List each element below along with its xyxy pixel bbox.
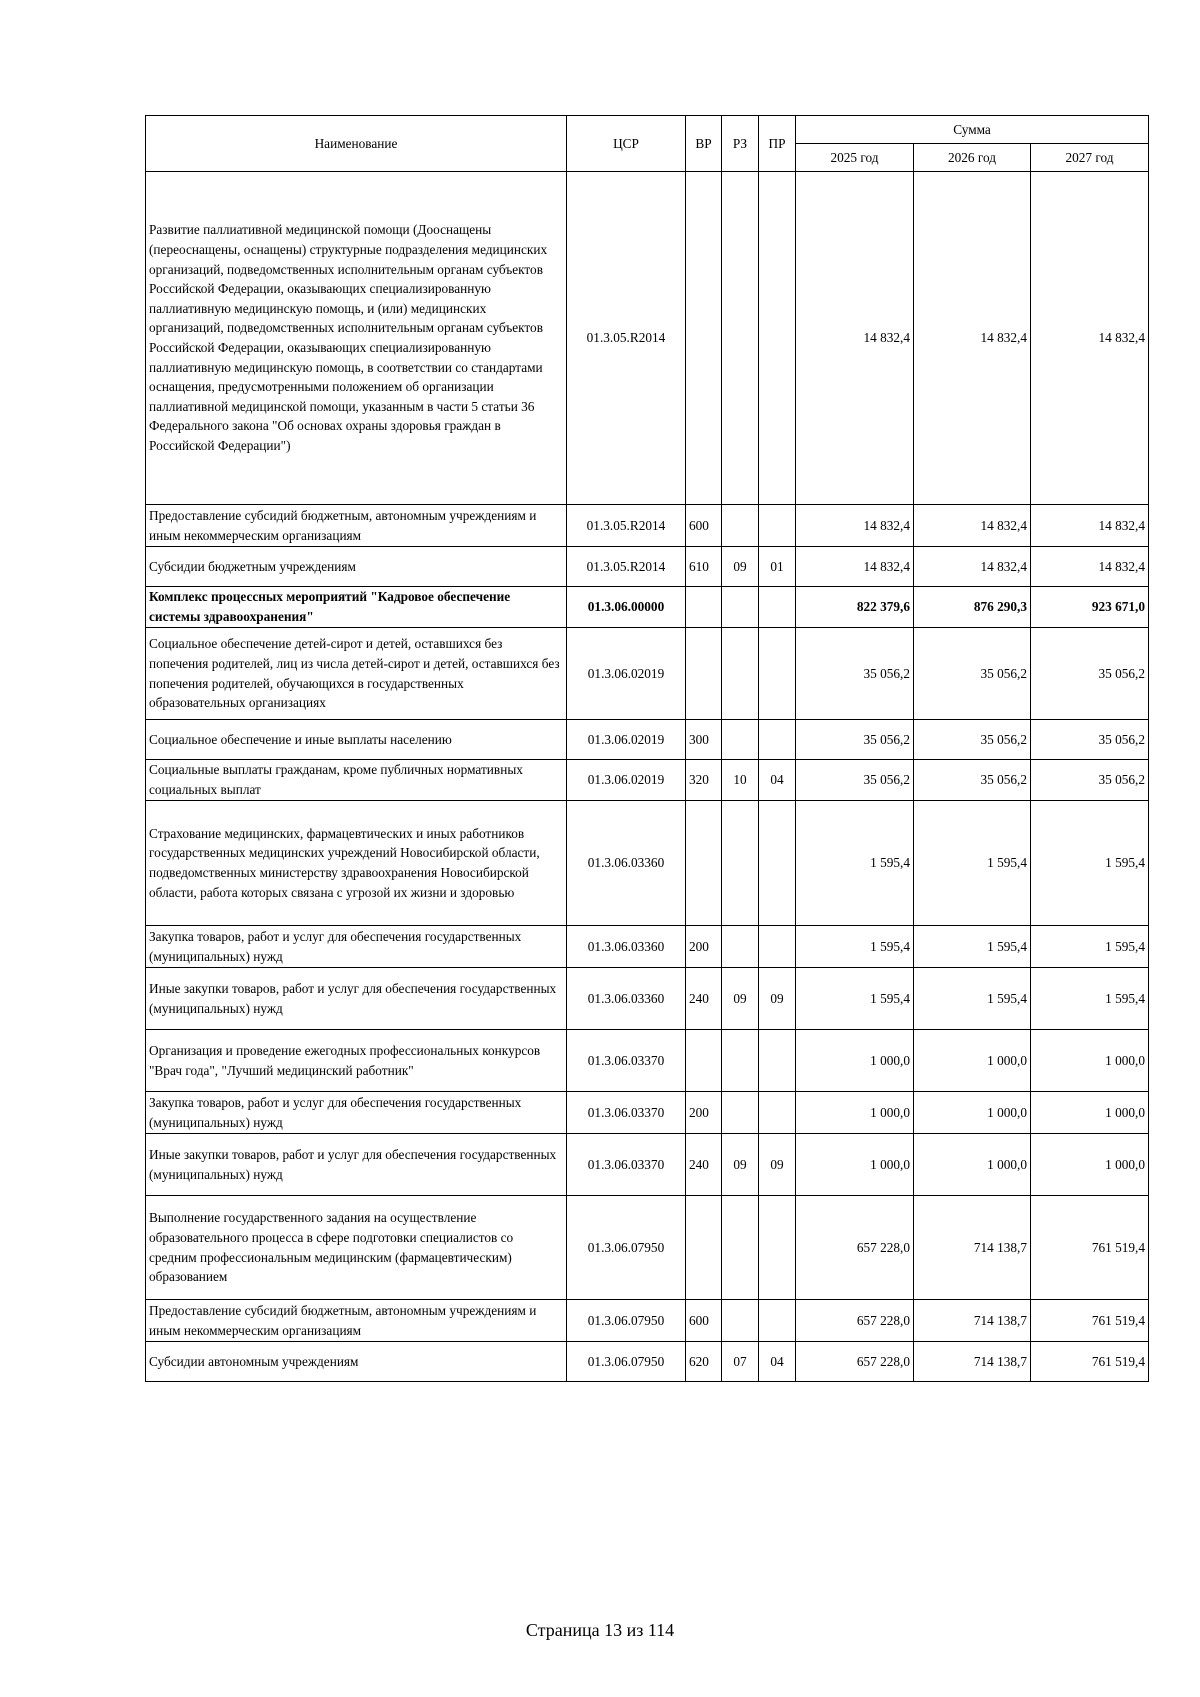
cell-2027: 761 519,4 [1031,1196,1149,1300]
cell-pr [759,1030,796,1092]
header-year-2025: 2025 год [796,144,914,172]
table-row [146,1030,1149,1092]
cell-2026: 1 000,0 [914,1092,1031,1134]
table-body [146,172,1149,1382]
table-row [146,760,1149,801]
cell-2026: 714 138,7 [914,1342,1031,1382]
cell-vr [686,628,722,720]
cell-csr: 01.3.06.07950 [567,1342,686,1382]
cell-name: Социальные выплаты гражданам, кроме публичных нормативных социальных выплат [146,760,567,801]
header-year-2027: 2027 год [1031,144,1149,172]
cell-csr: 01.3.05.R2014 [567,547,686,587]
cell-2025: 14 832,4 [796,505,914,547]
cell-pr [759,926,796,968]
cell-name: Субсидии автономным учреждениям [146,1342,567,1382]
cell-pr: 04 [759,760,796,801]
cell-2026: 1 595,4 [914,801,1031,926]
cell-2027: 761 519,4 [1031,1342,1149,1382]
cell-name: Иные закупки товаров, работ и услуг для обеспечения государственных (муниципальных) нужд [146,968,567,1030]
cell-csr: 01.3.06.07950 [567,1300,686,1342]
header-name: Наименование [146,116,567,172]
cell-csr: 01.3.06.03370 [567,1092,686,1134]
cell-vr: 240 [686,1134,722,1196]
cell-rz [722,926,759,968]
cell-2026: 35 056,2 [914,720,1031,760]
cell-rz [722,1300,759,1342]
cell-pr: 09 [759,1134,796,1196]
cell-pr [759,1092,796,1134]
cell-pr: 01 [759,547,796,587]
cell-pr [759,1196,796,1300]
cell-2027: 35 056,2 [1031,628,1149,720]
header-sum: Сумма [796,116,1149,144]
cell-pr [759,628,796,720]
cell-2026: 14 832,4 [914,505,1031,547]
cell-2027: 1 000,0 [1031,1092,1149,1134]
header-year-2026: 2026 год [914,144,1031,172]
cell-csr: 01.3.06.07950 [567,1196,686,1300]
cell-2025: 657 228,0 [796,1300,914,1342]
cell-2027: 923 671,0 [1031,587,1149,628]
cell-name: Предоставление субсидий бюджетным, автономным учреждениям и иным некоммерческим организациям [146,505,567,547]
cell-2027: 14 832,4 [1031,172,1149,505]
table-row [146,172,1149,505]
cell-rz [722,1196,759,1300]
cell-rz [722,801,759,926]
cell-csr: 01.3.06.02019 [567,760,686,801]
table-row [146,587,1149,628]
cell-2027: 1 595,4 [1031,801,1149,926]
cell-2027: 14 832,4 [1031,547,1149,587]
cell-rz [722,587,759,628]
table-row [146,547,1149,587]
cell-pr [759,1300,796,1342]
table-row [146,1300,1149,1342]
cell-name: Закупка товаров, работ и услуг для обеспечения государственных (муниципальных) нужд [146,926,567,968]
cell-2026: 876 290,3 [914,587,1031,628]
cell-rz [722,1092,759,1134]
table-row [146,968,1149,1030]
cell-vr: 600 [686,505,722,547]
cell-name: Социальное обеспечение детей-сирот и детей, оставшихся без попечения родителей, лиц из числа детей-сирот и детей, оставшихся без попечения родителей, обучающихся в государственных образовательных организациях [146,628,567,720]
cell-rz [722,1030,759,1092]
budget-table [145,115,1149,1382]
table-row [146,628,1149,720]
table-row [146,1342,1149,1382]
cell-vr: 320 [686,760,722,801]
cell-2026: 14 832,4 [914,547,1031,587]
cell-2027: 1 595,4 [1031,926,1149,968]
cell-2025: 1 000,0 [796,1030,914,1092]
cell-rz [722,505,759,547]
cell-rz: 09 [722,547,759,587]
cell-2027: 761 519,4 [1031,1300,1149,1342]
table-row [146,801,1149,926]
cell-2025: 35 056,2 [796,760,914,801]
cell-name: Субсидии бюджетным учреждениям [146,547,567,587]
cell-vr [686,1196,722,1300]
cell-2026: 35 056,2 [914,628,1031,720]
cell-pr [759,587,796,628]
cell-csr: 01.3.06.03360 [567,968,686,1030]
cell-2026: 1 000,0 [914,1134,1031,1196]
cell-2027: 35 056,2 [1031,720,1149,760]
cell-2025: 1 595,4 [796,968,914,1030]
cell-2027: 1 595,4 [1031,968,1149,1030]
cell-2027: 35 056,2 [1031,760,1149,801]
table-row [146,1134,1149,1196]
cell-vr: 600 [686,1300,722,1342]
cell-rz: 09 [722,968,759,1030]
cell-vr [686,587,722,628]
cell-name: Комплекс процессных мероприятий "Кадровое обеспечение системы здравоохранения" [146,587,567,628]
cell-2027: 14 832,4 [1031,505,1149,547]
cell-csr: 01.3.06.00000 [567,587,686,628]
cell-rz [722,720,759,760]
header-csr: ЦСР [567,116,686,172]
header-pr: ПР [759,116,796,172]
cell-vr: 240 [686,968,722,1030]
cell-vr: 200 [686,926,722,968]
cell-rz [722,172,759,505]
cell-name: Социальное обеспечение и иные выплаты населению [146,720,567,760]
table-row [146,926,1149,968]
cell-pr [759,720,796,760]
cell-vr [686,1030,722,1092]
cell-2026: 14 832,4 [914,172,1031,505]
cell-2025: 35 056,2 [796,720,914,760]
cell-2025: 1 595,4 [796,926,914,968]
cell-pr [759,505,796,547]
cell-csr: 01.3.06.03360 [567,926,686,968]
cell-2026: 1 000,0 [914,1030,1031,1092]
cell-2026: 35 056,2 [914,760,1031,801]
cell-pr [759,172,796,505]
cell-2025: 822 379,6 [796,587,914,628]
cell-2025: 657 228,0 [796,1196,914,1300]
cell-2027: 1 000,0 [1031,1030,1149,1092]
cell-name: Страхование медицинских, фармацевтических и иных работников государственных медицинских учреждений Новосибирской области, подведомственных министерству здравоохранения Новосибирской области, работа которых связана с угрозой их жизни и здоровью [146,801,567,926]
cell-vr: 610 [686,547,722,587]
cell-vr [686,172,722,505]
cell-name: Выполнение государственного задания на осуществление образовательного процесса в сфере подготовки специалистов со средним профессиональным медицинским (фармацевтическим) образованием [146,1196,567,1300]
cell-2026: 1 595,4 [914,926,1031,968]
cell-2025: 1 595,4 [796,801,914,926]
cell-2025: 1 000,0 [796,1092,914,1134]
cell-name: Закупка товаров, работ и услуг для обеспечения государственных (муниципальных) нужд [146,1092,567,1134]
table-row [146,720,1149,760]
cell-pr: 09 [759,968,796,1030]
table-row [146,505,1149,547]
cell-vr: 200 [686,1092,722,1134]
cell-csr: 01.3.06.03360 [567,801,686,926]
table-row [146,1092,1149,1134]
cell-2025: 14 832,4 [796,547,914,587]
cell-csr: 01.3.06.02019 [567,628,686,720]
cell-name: Организация и проведение ежегодных профессиональных конкурсов "Врач года", "Лучший медицинский работник" [146,1030,567,1092]
cell-vr: 300 [686,720,722,760]
cell-2025: 1 000,0 [796,1134,914,1196]
cell-rz [722,628,759,720]
cell-name: Иные закупки товаров, работ и услуг для обеспечения государственных (муниципальных) нужд [146,1134,567,1196]
cell-vr [686,801,722,926]
cell-2025: 657 228,0 [796,1342,914,1382]
cell-rz: 10 [722,760,759,801]
cell-csr: 01.3.06.03370 [567,1030,686,1092]
header-vr: ВР [686,116,722,172]
cell-rz: 09 [722,1134,759,1196]
cell-vr: 620 [686,1342,722,1382]
cell-csr: 01.3.05.R2014 [567,172,686,505]
cell-csr: 01.3.06.02019 [567,720,686,760]
cell-rz: 07 [722,1342,759,1382]
cell-2026: 1 595,4 [914,968,1031,1030]
cell-name: Развитие паллиативной медицинской помощи (Дооснащены (переоснащены, оснащены) структурные подразделения медицинских организаций, подведомственных исполнительным органам субъектов Российской Федерации, оказывающих специализированную паллиативную медицинскую помощь, и (или) медицинских организаций, подведомственных исполнительным органам субъектов Российской Федерации, оказывающих специализированную паллиативную медицинскую помощь, в соответствии со стандартами оснащения, предусмотренными положением об организации паллиативной медицинской помощи, указанным в части 5 статьи 36 Федерального закона "Об основах охраны здоровья граждан в Российской Федерации") [146,172,567,505]
cell-2025: 14 832,4 [796,172,914,505]
page-number: Страница 13 из 114 [525,1620,675,1640]
cell-pr: 04 [759,1342,796,1382]
header-rz: РЗ [722,116,759,172]
cell-2025: 35 056,2 [796,628,914,720]
cell-2026: 714 138,7 [914,1300,1031,1342]
cell-name: Предоставление субсидий бюджетным, автономным учреждениям и иным некоммерческим организациям [146,1300,567,1342]
cell-pr [759,801,796,926]
cell-csr: 01.3.05.R2014 [567,505,686,547]
cell-csr: 01.3.06.03370 [567,1134,686,1196]
cell-2027: 1 000,0 [1031,1134,1149,1196]
table-header [146,116,1149,172]
cell-2026: 714 138,7 [914,1196,1031,1300]
table-row [146,1196,1149,1300]
